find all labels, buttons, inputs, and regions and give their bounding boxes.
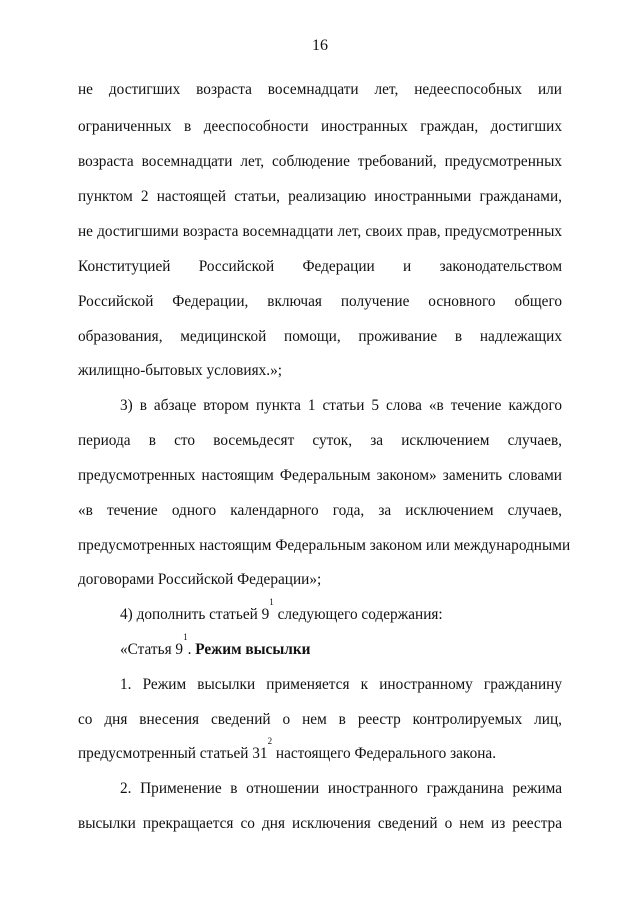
text-line: 1. Режим высылки применяется к иностранному гражданину (120, 676, 562, 693)
article-prefix: «Статья 9 (120, 641, 184, 658)
text-line: со дня внесения сведений о нем в реестр контролируемых лиц, (78, 711, 562, 728)
text-line: пунктом 2 настоящей статьи, реализацию иностранными гражданами, (78, 188, 562, 205)
item-4-text-rest: следующего содержания: (273, 606, 443, 623)
text-line: высылки прекращается со дня исключения сведений о нем из реестра (78, 815, 562, 832)
text-line: договорами Российской Федерации»; (78, 571, 322, 588)
text-line: жилищно-бытовых условиях.»; (78, 362, 282, 379)
superscript: 1 (183, 632, 188, 642)
text-line: возраста восемнадцати лет, соблюдение требований, предусмотренных (78, 153, 562, 170)
text-line: не достигших возраста восемнадцати лет, недееспособных или (78, 81, 562, 98)
article-title: Режим высылки (195, 641, 311, 658)
text-line: периода в сто восемьдесят суток, за исключением случаев, (78, 432, 562, 449)
para1-line3-rest: настоящего Федерального закона. (272, 745, 497, 762)
text-line (78, 736, 562, 764)
text-line: предусмотренных настоящим Федеральным законом или международными (78, 537, 571, 554)
item-4-text: 4) дополнить статьей 9 (120, 606, 270, 623)
item-4-line (120, 597, 562, 625)
superscript: 2 (267, 736, 273, 746)
text-line: «в течение одного календарного года, за исключением случаев, (78, 502, 562, 519)
text-line: ограниченных в дееспособности иностранных граждан, достигших (78, 118, 562, 135)
text-line: предусмотренных настоящим Федеральным законом» заменить словами (78, 467, 562, 484)
text-line: 3) в абзаце втором пункта 1 статьи 5 слова «в течение каждого (120, 397, 562, 414)
superscript: 1 (269, 597, 274, 607)
text-line: 2. Применение в отношении иностранного гражданина режима (120, 780, 562, 797)
para1-line3-text: предусмотренный статьей 31 (78, 745, 268, 762)
text-line: образования, медицинской помощи, проживание в надлежащих (78, 328, 562, 345)
text-line: не достигшими возраста восемнадцати лет, своих прав, предусмотренных (78, 223, 562, 240)
text-line: Конституцией Российской Федерации и законодательством (78, 258, 562, 275)
article-heading (120, 632, 562, 660)
text-line: Российской Федерации, включая получение основного общего (78, 293, 562, 310)
article-dot: . (187, 641, 196, 658)
page-number: 16 (312, 37, 328, 54)
